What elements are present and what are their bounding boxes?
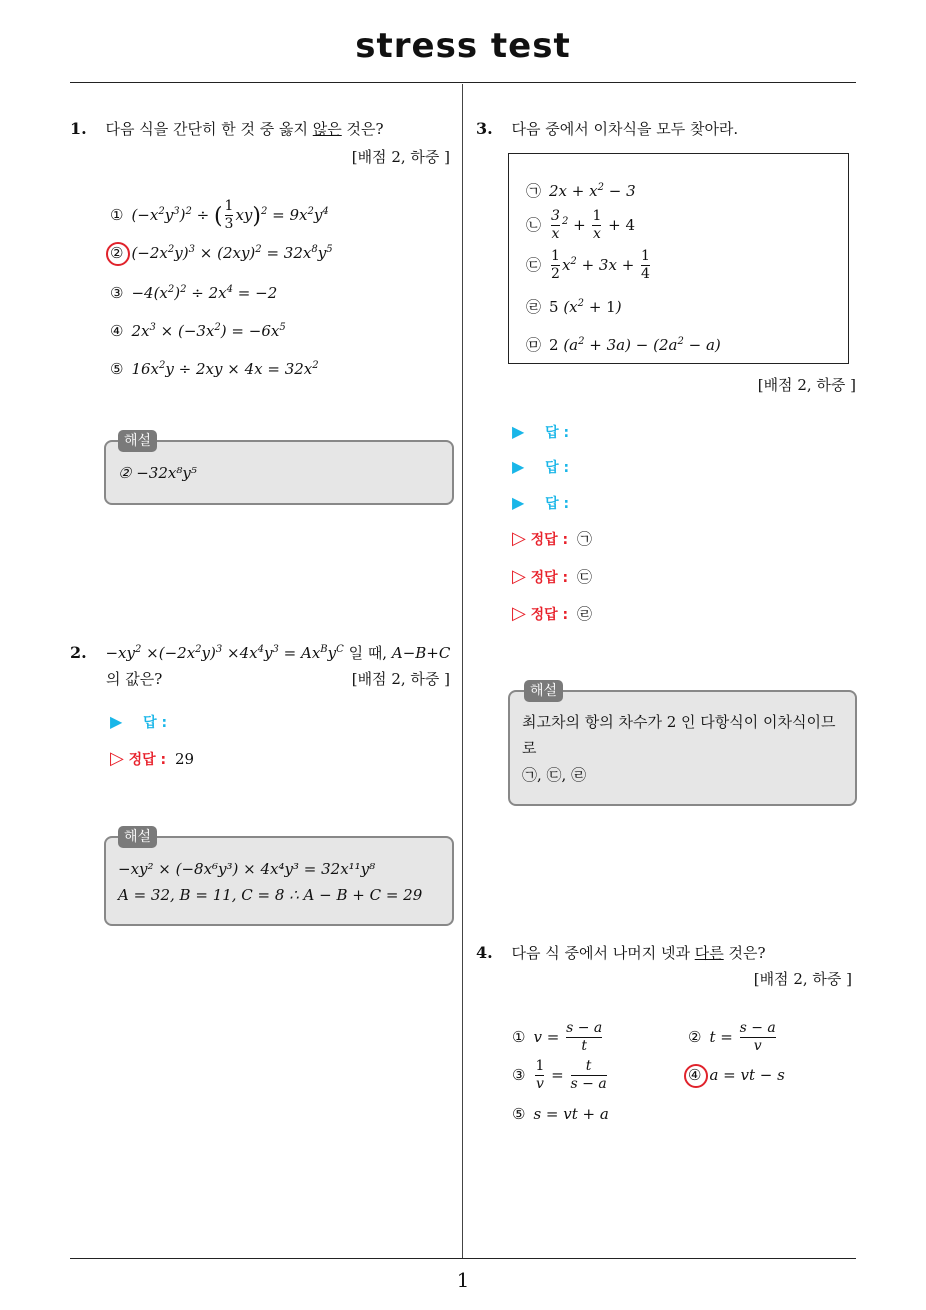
- choice-d: ㉣ 5 $(x^2 + 1)$: [526, 298, 622, 316]
- answer-mark-circle: [106, 242, 130, 266]
- choice-a: ㉠ $2x + x^2 - 3$: [526, 182, 636, 200]
- score-label: [배점 2, 하중 ]: [351, 148, 450, 166]
- choice-b: ㉡ $\frac{3}{x}$ $^2$ + $\frac{1}{x}$ + 4: [526, 208, 636, 242]
- choice-c: ㉢ $\frac{1}{2}$ $x^2 + 3x$ + $\frac{1}{4}$: [526, 248, 650, 282]
- correct-answer-row-3: ▷ 정답 : ㉣: [512, 603, 592, 624]
- explanation-line-3: ㉠, ㉢, ㉣: [522, 766, 587, 784]
- answer-row[interactable]: ▶ 답 :: [110, 712, 168, 731]
- correct-answer-row-2: ▷ 정답 : ㉢: [512, 566, 592, 587]
- play-icon: ▶: [512, 457, 525, 476]
- column-divider: [462, 84, 463, 1258]
- answer-mark-circle: [684, 1064, 708, 1088]
- explanation-tag: 해설: [118, 430, 157, 452]
- option-5[interactable]: ⑤ $16x^2y \div 2xy \times 4x = 32x^2$: [110, 360, 319, 378]
- question-equation: $-xy^2 \times(-2x^2y)^3 \times 4x^4y^3 = Ax^By^C$ 일 때, A−B+C: [105, 644, 451, 662]
- explanation-line-2: 로: [522, 739, 537, 757]
- page-title: stress test: [355, 26, 571, 66]
- answer-row-1[interactable]: ▶ 답 :: [512, 422, 570, 441]
- header-rule: [70, 82, 856, 83]
- option-1[interactable]: ① v = $\frac{s - a}{t}$: [512, 1020, 603, 1054]
- question-text: 다음 식 중에서 나머지 넷과 다른 것은?: [511, 944, 766, 962]
- option-4[interactable]: ④ $2x^3 \times (-3x^2) = -6x^5$: [110, 322, 286, 340]
- question-text: 다음 중에서 이차식을 모두 찾아라.: [511, 120, 739, 138]
- play-icon: ▶: [512, 493, 525, 512]
- outline-arrow-icon: ▷: [110, 748, 124, 769]
- score-label: [배점 2, 하중 ]: [351, 670, 450, 688]
- question-number: 4.: [476, 943, 493, 962]
- answer-row-2[interactable]: ▶ 답 :: [512, 457, 570, 476]
- explanation-line-1: 최고차의 항의 차수가 2 인 다항식이 이차식이므: [522, 713, 836, 731]
- option-3[interactable]: ③ $-4(x^2)^2 \div 2x^4 = -2$: [110, 284, 278, 302]
- question-2: [70, 642, 460, 663]
- question-text-line2: 의 값은?: [106, 670, 163, 688]
- outline-arrow-icon: ▷: [512, 603, 526, 624]
- explanation-tag: 해설: [118, 826, 157, 848]
- score-label: [배점 2, 하중 ]: [753, 970, 852, 988]
- question-3: [476, 118, 856, 139]
- explanation-text: ② −32x⁸y⁵: [118, 464, 197, 482]
- correct-answer-row-1: ▷ 정답 : ㉠: [512, 528, 592, 549]
- option-2[interactable]: ② $(-2x^2y)^3 \times (2xy)^2 = 32x^8y^5$: [110, 244, 333, 262]
- question-text: 다음 식을 간단히 한 것 중 옳지 않은 것은?: [105, 120, 384, 138]
- explanation-line-1: −xy² × (−8x⁶y³) × 4x⁴y³ = 32x¹¹y⁸: [118, 860, 376, 878]
- question-1: [70, 118, 455, 139]
- option-5[interactable]: ⑤ s = vt + a: [512, 1105, 609, 1123]
- option-1[interactable]: ① $(-x^2y^3)^2$ ÷ ( $\frac{1}{3}$ $xy)^2 = 9x^2y^4$: [110, 198, 329, 232]
- outline-arrow-icon: ▷: [512, 528, 526, 549]
- explanation-line-2: A = 32, B = 11, C = 8 ∴ A − B + C = 29: [118, 886, 423, 904]
- play-icon: ▶: [512, 422, 525, 441]
- question-number: 2.: [70, 643, 87, 662]
- footer-rule: [70, 1258, 856, 1259]
- choice-e: ㉤ 2 $(a^2 + 3a) - (2a^2 - a)$: [526, 336, 721, 354]
- page-number: 1: [456, 1268, 470, 1292]
- score-label: [배점 2, 하중 ]: [757, 376, 856, 394]
- answer-row-3[interactable]: ▶ 답 :: [512, 493, 570, 512]
- outline-arrow-icon: ▷: [512, 566, 526, 587]
- question-number: 1.: [70, 119, 87, 138]
- option-2[interactable]: ② t = $\frac{s - a}{v}$: [688, 1020, 776, 1054]
- play-icon: ▶: [110, 712, 123, 731]
- question-4: [476, 942, 856, 963]
- question-number: 3.: [476, 119, 493, 138]
- option-3[interactable]: ③ $\frac{1}{v}$ = $\frac{t}{s - a}$: [512, 1058, 607, 1092]
- explanation-tag: 해설: [524, 680, 563, 702]
- option-4[interactable]: ④ a = vt − s: [688, 1066, 785, 1084]
- correct-answer-row: ▷ 정답 : 29: [110, 748, 195, 769]
